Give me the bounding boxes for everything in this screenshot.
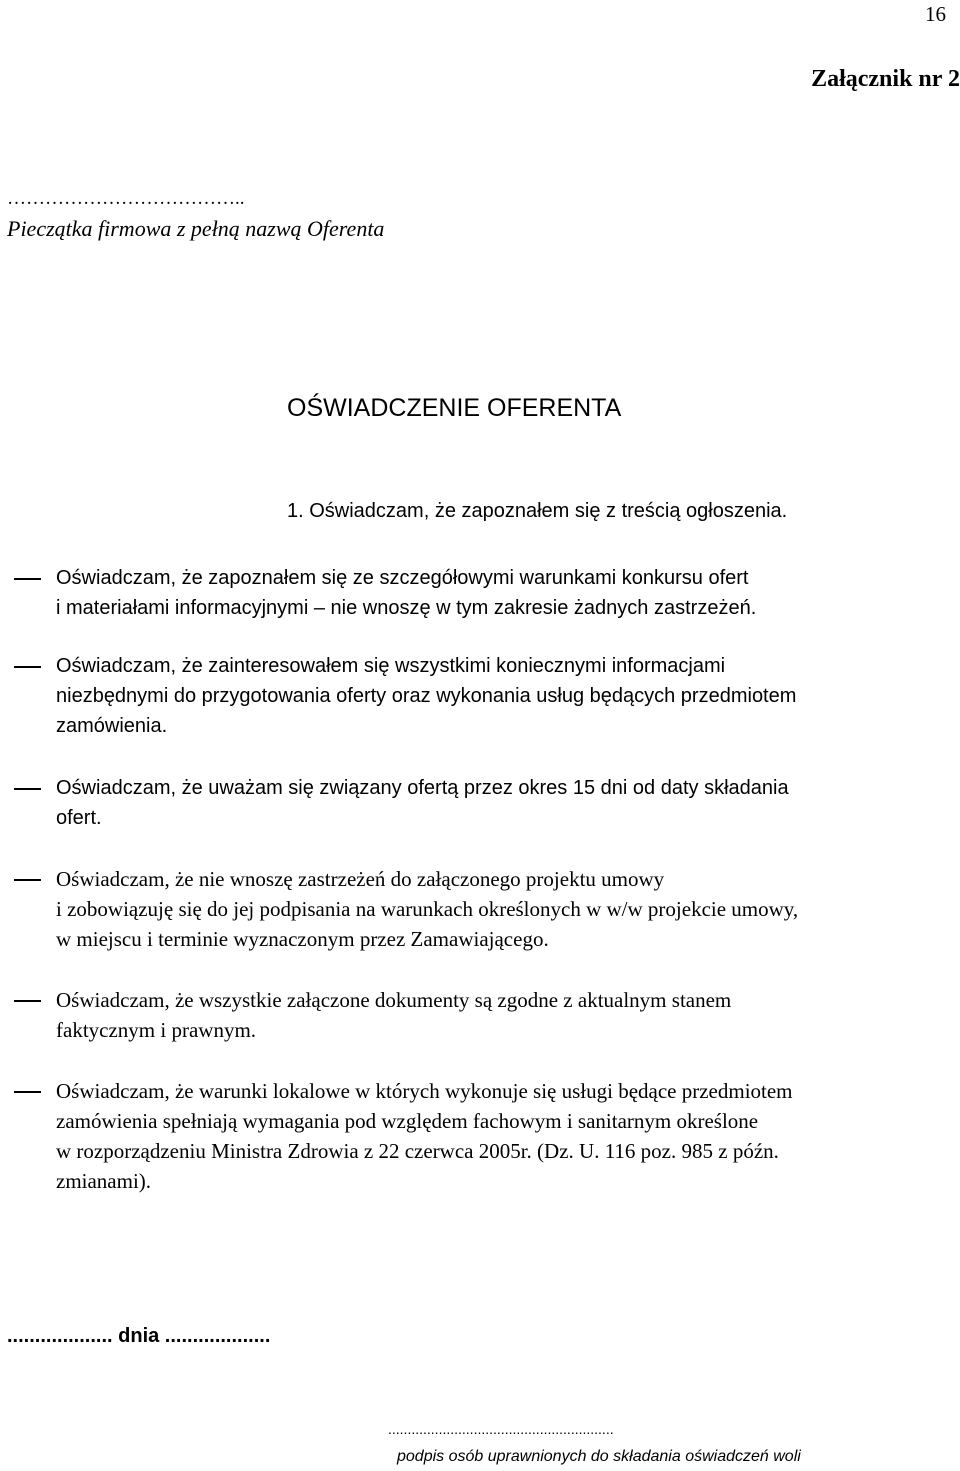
date-line: ................... dnia ................... — [7, 1325, 271, 1347]
signature-dots: .......................................................... — [388, 1421, 614, 1437]
dash-bullet — [14, 788, 41, 790]
statement-text: Oświadczam, że warunki lokalowe w których wykonuje się usługi będące przedmiotem zamówienia spełniają wymagania pod względem fachowym i sanitarnym określone w rozporządzeniu Ministra Zdrowia z 22 czerwca 2005r. (Dz. U. 116 poz. 985 z późn. zmianami). — [56, 1079, 793, 1193]
statement-text: Oświadczam, że uważam się związany ofertą przez okres 15 dni od daty składania ofert. — [56, 777, 789, 829]
page-number: 16 — [925, 2, 946, 26]
statement-text: Oświadczam, że nie wnoszę zastrzeżeń do załączonego projektu umowy i zobowiązuję się do jej podpisania na warunkach określonych w w/w projekcie umowy, w miejscu i terminie wyznaczonym przez Zamawiającego. — [56, 867, 799, 951]
dash-bullet — [14, 578, 41, 580]
stamp-dots: ……………………………….. — [7, 188, 245, 209]
stamp-label: Pieczątka firmowa z pełną nazwą Oferenta — [7, 216, 385, 241]
statement-text: Oświadczam, że zapoznałem się ze szczegółowymi warunkami konkursu ofert i materiałami informacyjnymi – nie wnoszę w tym zakresie żadnych zastrzeżeń. — [56, 567, 757, 619]
document-title: OŚWIADCZENIE OFERENTA — [287, 394, 622, 422]
dash-bullet — [14, 879, 41, 881]
annex-label: Załącznik nr 2 — [811, 66, 960, 92]
signature-label: podpis osób uprawnionych do składania oświadczeń woli — [397, 1448, 801, 1465]
statement-item-1: 1. Oświadczam, że zapoznałem się z treścią ogłoszenia. — [287, 500, 788, 522]
dash-bullet — [14, 1000, 41, 1002]
statement-text: Oświadczam, że wszystkie załączone dokumenty są zgodne z aktualnym stanem faktycznym i prawnym. — [56, 988, 732, 1042]
statement-text: Oświadczam, że zainteresowałem się wszystkimi koniecznymi informacjami niezbędnymi do przygotowania oferty oraz wykonania usług będących przedmiotem zamówienia. — [56, 655, 797, 737]
dash-bullet — [14, 1091, 41, 1093]
dash-bullet — [14, 666, 41, 668]
